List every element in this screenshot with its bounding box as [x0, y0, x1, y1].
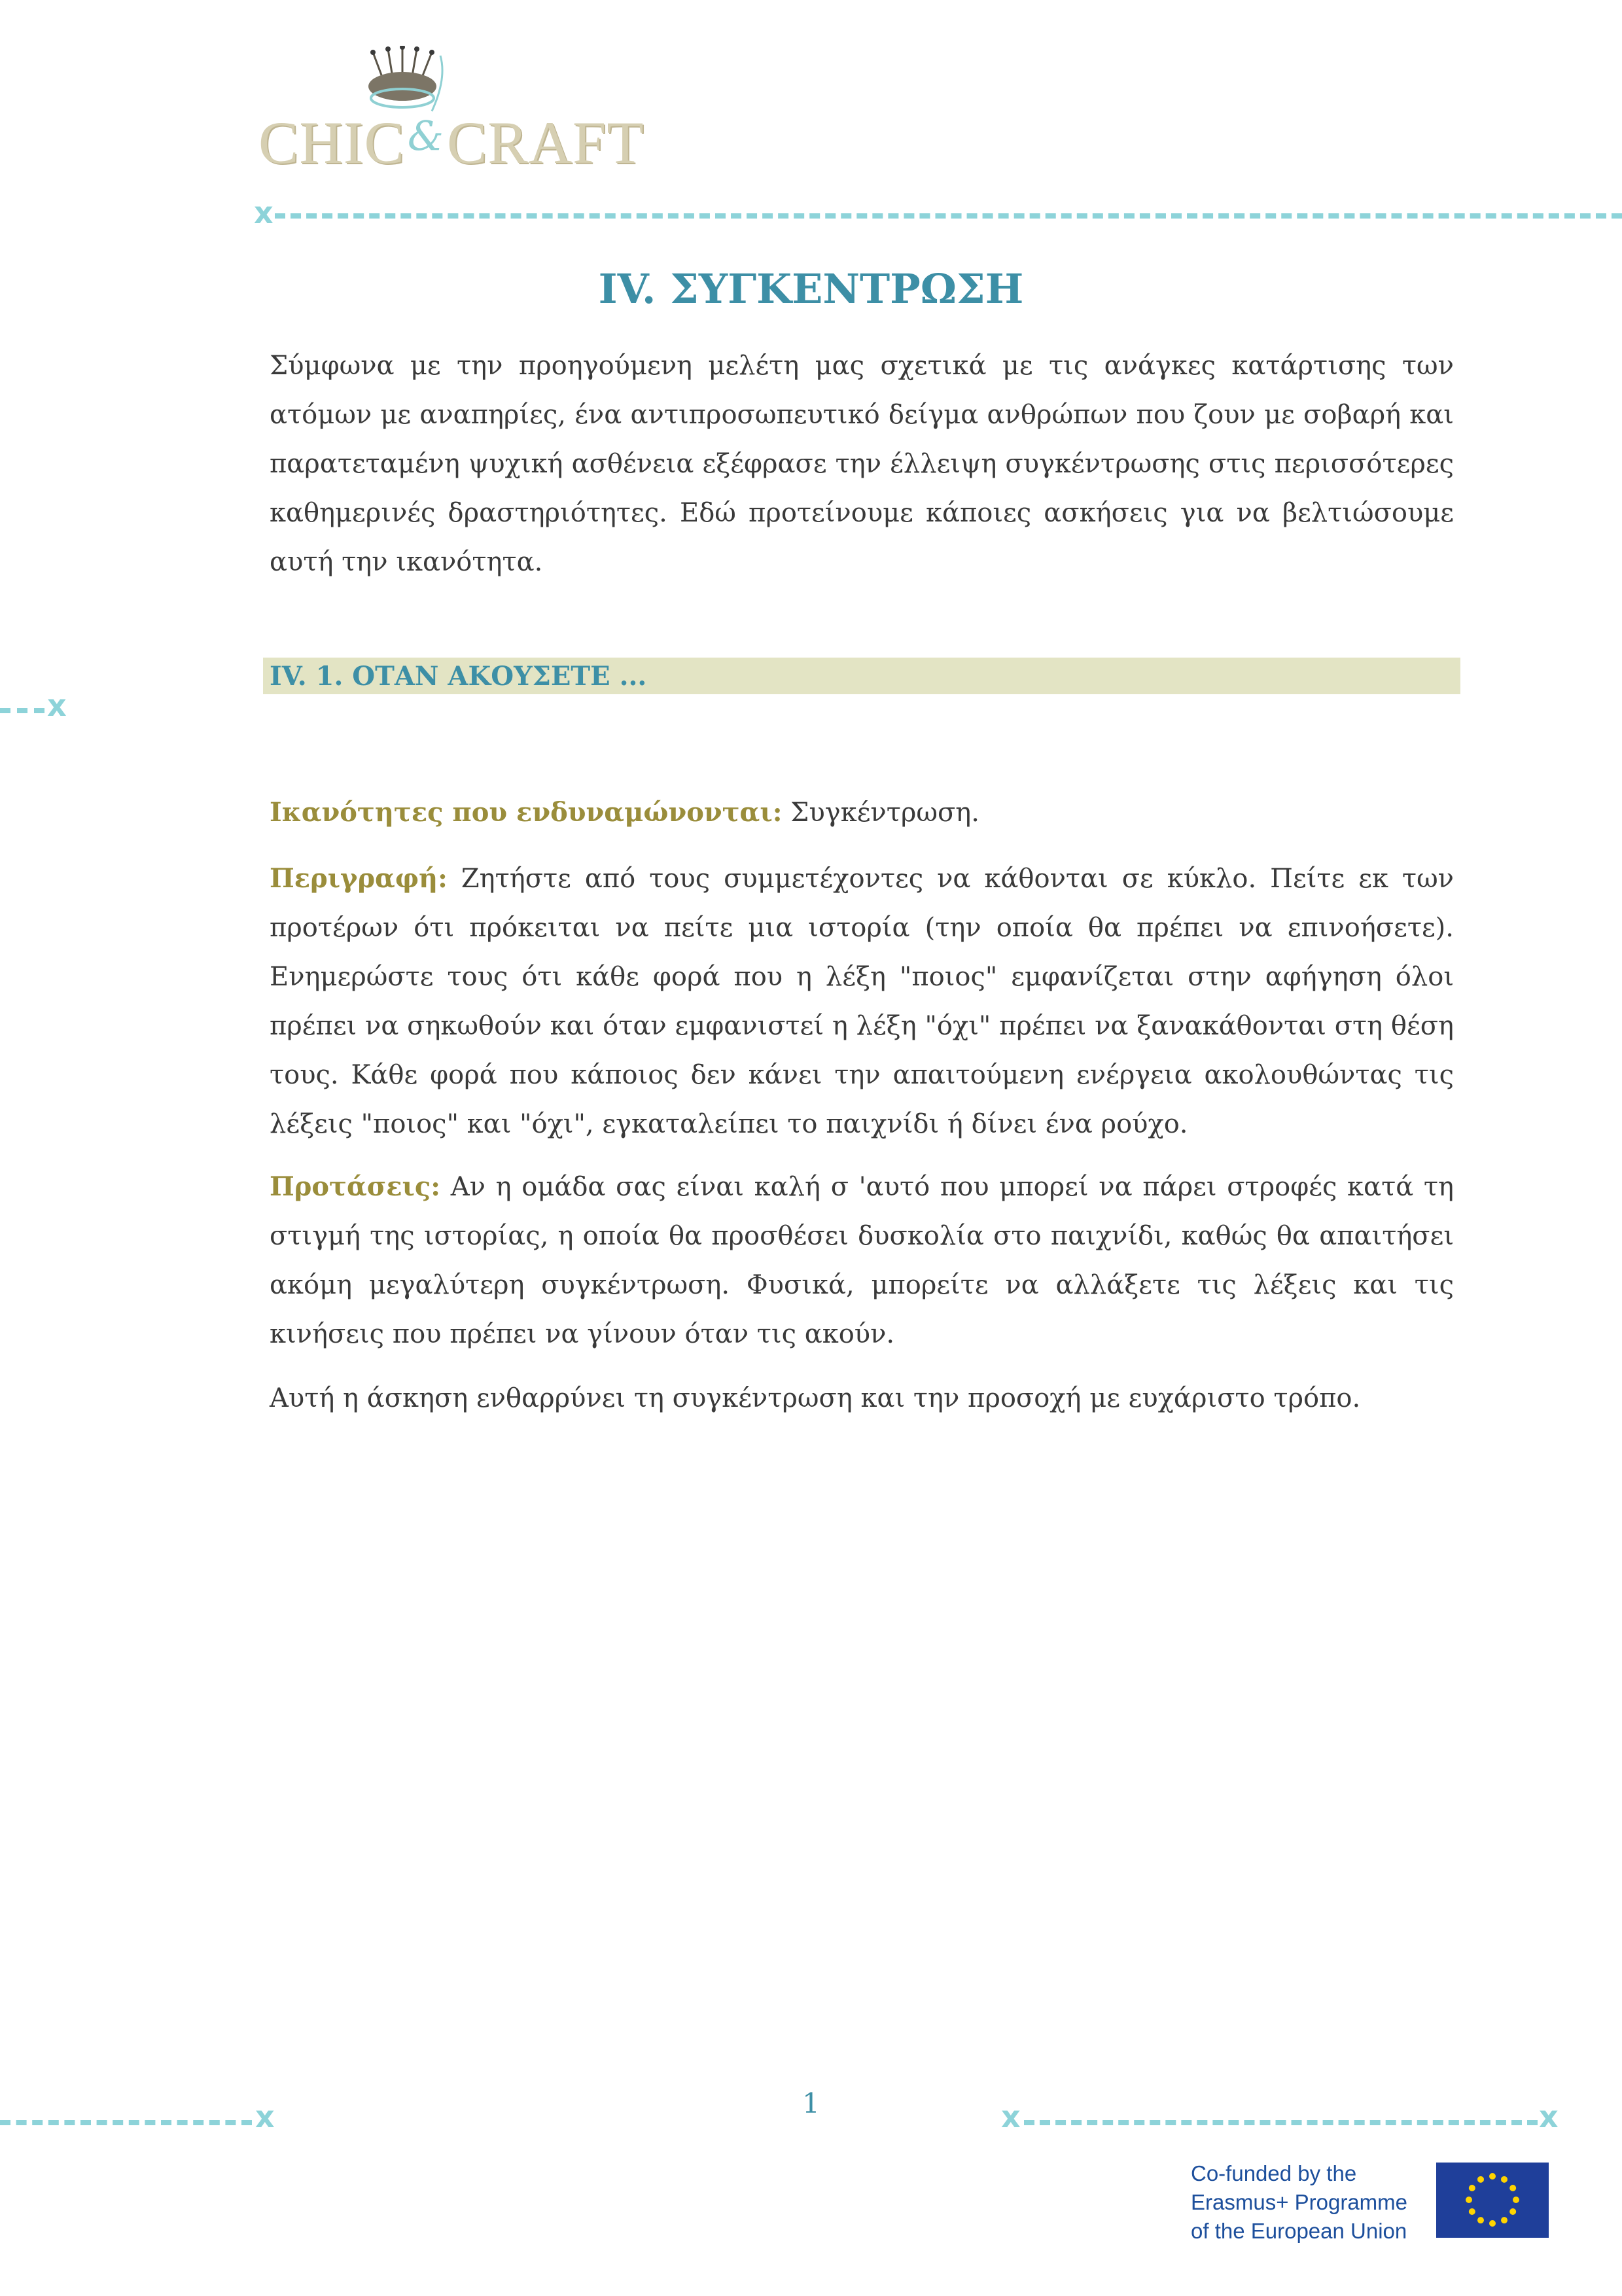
description-label: Περιγραφή:	[270, 863, 448, 894]
suggestions-text: Αν η ομάδα σας είναι καλή σ 'αυτό που μπορεί να πάρει στροφές κατά τη στιγμή της ιστορίας, η οποία θα προσθέσει δυσκολία στο παιχνίδι, καθώς θα απαιτήσει ακόμη μεγαλύτερη συγκέντρωση. Φυσικά, μπορείτε να αλλάξετε τις λέξεις και τις κινήσεις που πρέπει να γίνουν όταν τις ακούν.	[270, 1172, 1454, 1349]
margin-stitch	[0, 708, 44, 713]
closing-paragraph: Αυτή η άσκηση ενθαρρύνει τη συγκέντρωση και την προσοχή με ευχάριστο τρόπο.	[270, 1383, 1361, 1413]
section-heading: IV. 1. ΟΤΑΝ ΑΚΟΥΣΕΤΕ ...	[270, 661, 647, 692]
footer-stitch-right	[1024, 2120, 1538, 2125]
eu-star	[1477, 2176, 1484, 2183]
intro-paragraph: Σύμφωνα με την προηγούμενη μελέτη μας σχετικά με τις ανάγκες κατάρτισης των ατόμων με αναπηρίες, ένα αντιπροσωπευτικό δείγμα ανθρώπων που ζουν με σοβαρή και παρατεταμένη ψυχική ασθένεια εξέφρασε την έλλειψη συγκέντρωσης στις περισσότερες καθημερινές δραστηριότητες. Εδώ προτείνουμε κάποιες ασκήσεις για να βελτιώσουμε αυτή την ικανότητα.	[270, 351, 1454, 577]
eu-cofunding-text	[1191, 2159, 1407, 2246]
eu-star	[1501, 2217, 1507, 2223]
eu-star	[1469, 2185, 1475, 2191]
eu-star	[1489, 2220, 1496, 2227]
stitch-x-mark: x	[47, 688, 67, 723]
eu-star	[1509, 2208, 1516, 2215]
eu-star	[1466, 2197, 1472, 2203]
stitch-x-mark: x	[255, 2099, 275, 2134]
suggestions-label: Προτάσεις:	[270, 1171, 441, 1202]
header-stitch-divider	[275, 213, 1622, 219]
logo-word-craft: CRAFT	[447, 109, 644, 176]
stitch-x-mark: x	[1539, 2099, 1559, 2134]
footer-stitch-left	[0, 2120, 252, 2125]
suggestions-paragraph	[270, 1162, 1454, 1359]
eu-star	[1477, 2217, 1484, 2223]
eu-flag-icon	[1436, 2163, 1549, 2238]
chic-craft-logo	[258, 46, 644, 176]
page-title: IV. ΣΥΓΚΕΝΤΡΩΣΗ	[598, 265, 1024, 313]
page-number: 1	[802, 2087, 820, 2119]
eu-star	[1513, 2197, 1519, 2203]
skills-text: Συγκέντρωση.	[782, 798, 979, 828]
eu-star	[1501, 2176, 1507, 2183]
logo-word-chic: CHIC	[258, 109, 405, 176]
eu-star	[1509, 2185, 1516, 2191]
stitch-x-mark: x	[1001, 2099, 1021, 2134]
pincushion-icon	[363, 46, 455, 118]
eu-text-line: of the European Union	[1191, 2219, 1407, 2243]
eu-text-line: Erasmus+ Programme	[1191, 2190, 1408, 2214]
description-text: Ζητήστε από τους συμμετέχοντες να κάθονται σε κύκλο. Πείτε εκ των προτέρων ότι πρόκειται να πείτε μια ιστορία (την οποία θα πρέπει να επινοήσετε). Ενημερώστε τους ότι κάθε φορά που η λέξη "ποιος" εμφανίζεται στην αφήγηση όλοι πρέπει να σηκωθούν και όταν εμφανιστεί η λέξη "όχι" πρέπει να ξανακάθονται στη θέση τους. Κάθε φορά που κάποιος δεν κάνει την απαιτούμενη ενέργεια ακολουθώντας τις λέξεις "ποιος" και "όχι", εγκαταλείπει το παιχνίδι ή δίνει ένα ρούχο.	[270, 864, 1454, 1139]
description-paragraph	[270, 854, 1454, 1149]
logo-wordmark	[258, 108, 644, 177]
skills-label: Ικανότητες που ενδυναμώνονται:	[270, 797, 783, 828]
skills-paragraph	[270, 788, 1454, 838]
eu-star	[1469, 2208, 1475, 2215]
eu-star	[1489, 2173, 1496, 2180]
stitch-x-mark: x	[254, 195, 273, 230]
eu-text-line: Co-funded by the	[1191, 2161, 1357, 2185]
logo-ampersand: &	[407, 112, 445, 160]
